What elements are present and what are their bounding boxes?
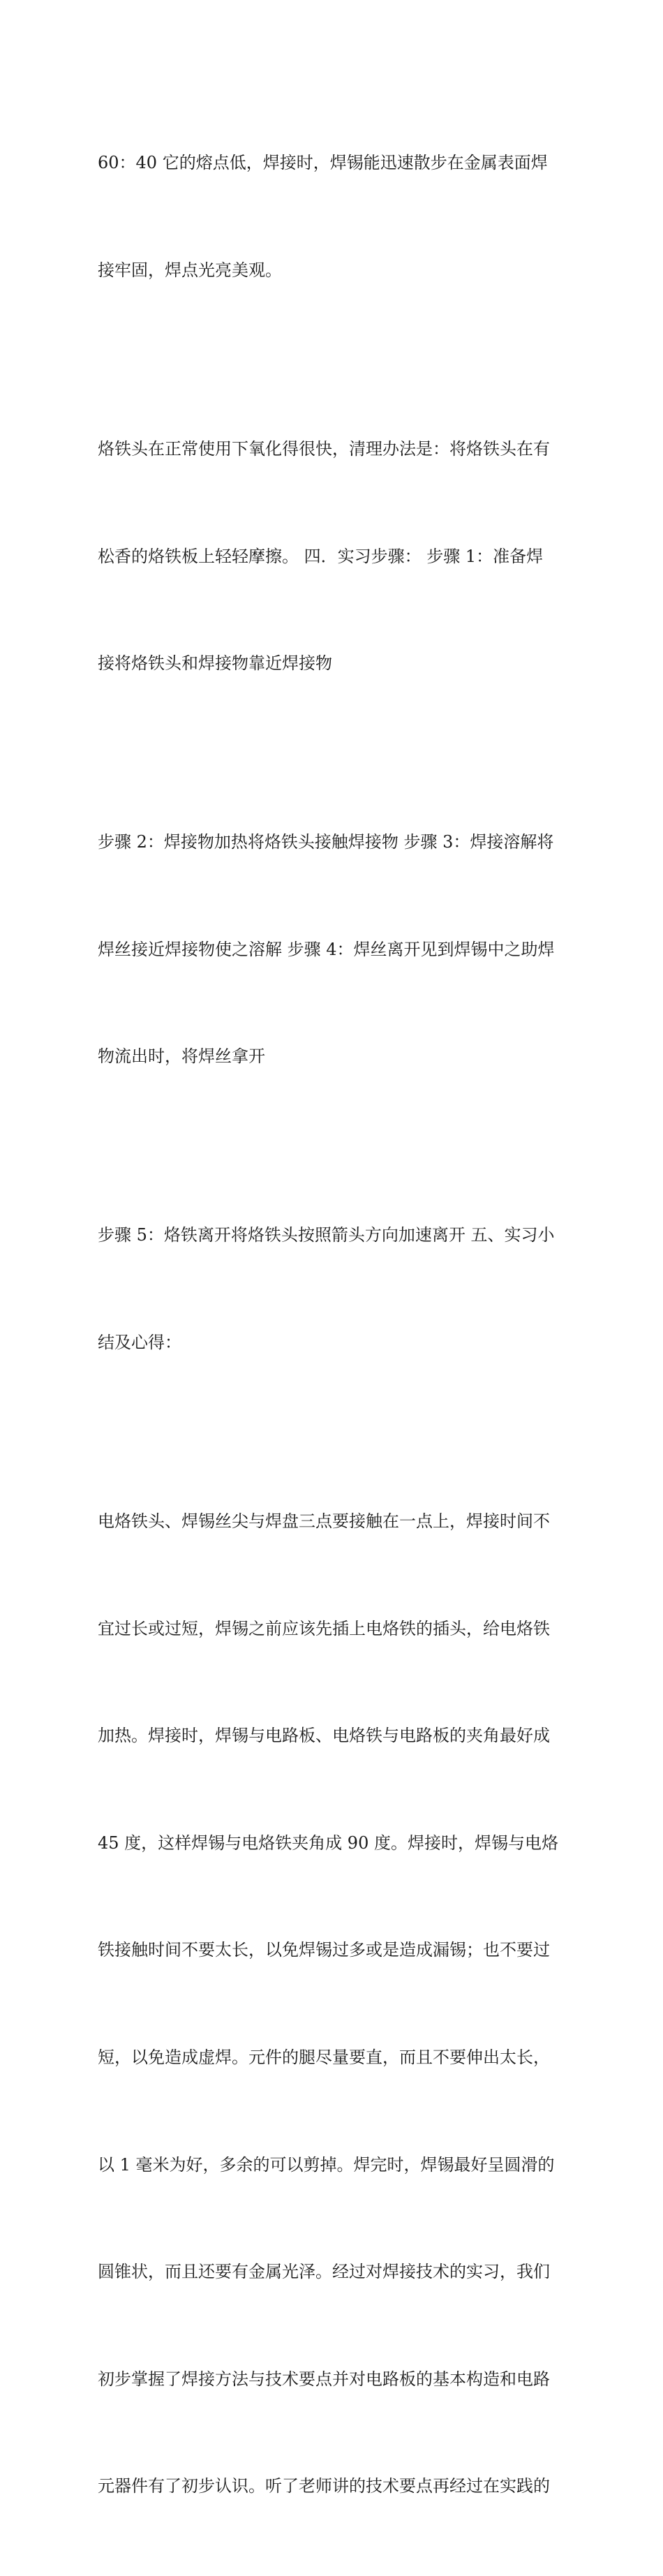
text-line: 圆锥状，而且还要有金属光泽。经过对焊接技术的实习，我们 <box>98 2262 550 2282</box>
document-body <box>98 74 579 2576</box>
text-line: 步骤 5：烙铁离开将烙铁头按照箭头方向加速离开 五、实习小 <box>98 1225 555 1245</box>
paragraph-tip-cleaning <box>98 360 579 753</box>
paragraph-step-5 <box>98 1146 579 1433</box>
text-line: 元器件有了初步认识。听了老师讲的技术要点再经过在实践的 <box>98 2476 550 2496</box>
text-line: 宜过长或过短，焊锡之前应该先插上电烙铁的插头，给电烙铁 <box>98 1618 550 1638</box>
paragraph-steps-2-4 <box>98 753 579 1146</box>
text-line: 60：40 它的熔点低，焊接时，焊锡能迅速散步在金属表面焊 <box>98 153 548 173</box>
text-line: 以 1 毫米为好，多余的可以剪掉。焊完时，焊锡最好呈圆滑的 <box>98 2154 555 2175</box>
paragraph-solder-alloy <box>98 74 579 360</box>
text-line: 松香的烙铁板上轻轻摩擦。 四．实习步骤： 步骤 1：准备焊 <box>98 546 544 566</box>
text-line: 电烙铁头、焊锡丝尖与焊盘三点要接触在一点上，焊接时间不 <box>98 1511 550 1531</box>
text-line: 烙铁头在正常使用下氧化得很快，清理办法是：将烙铁头在有 <box>98 439 550 459</box>
text-line: 初步掌握了焊接方法与技术要点并对电路板的基本构造和电路 <box>98 2369 550 2389</box>
text-line: 接牢固，焊点光亮美观。 <box>98 260 282 280</box>
text-line: 结及心得： <box>98 1332 181 1352</box>
text-line: 加热。焊接时，焊锡与电路板、电烙铁与电路板的夹角最好成 <box>98 1726 550 1746</box>
text-line: 物流出时，将焊丝拿开 <box>98 1046 265 1067</box>
text-line: 45 度，这样焊锡与电烙铁夹角成 90 度。焊接时，焊锡与电烙 <box>98 1833 558 1853</box>
text-line: 铁接触时间不要太长，以免焊锡过多或是造成漏锡；也不要过 <box>98 1940 550 1960</box>
text-line: 短，以免造成虚焊。元件的腿尽量要直，而且不要伸出太长， <box>98 2047 550 2067</box>
text-line: 焊丝接近焊接物使之溶解 步骤 4：焊丝离开见到焊锡中之助焊 <box>98 939 555 959</box>
text-line: 步骤 2：焊接物加热将烙铁头接触焊接物 步骤 3：焊接溶解将 <box>98 832 554 852</box>
text-line: 接将烙铁头和焊接物靠近焊接物 <box>98 653 332 674</box>
paragraph-summary <box>98 1433 579 2576</box>
